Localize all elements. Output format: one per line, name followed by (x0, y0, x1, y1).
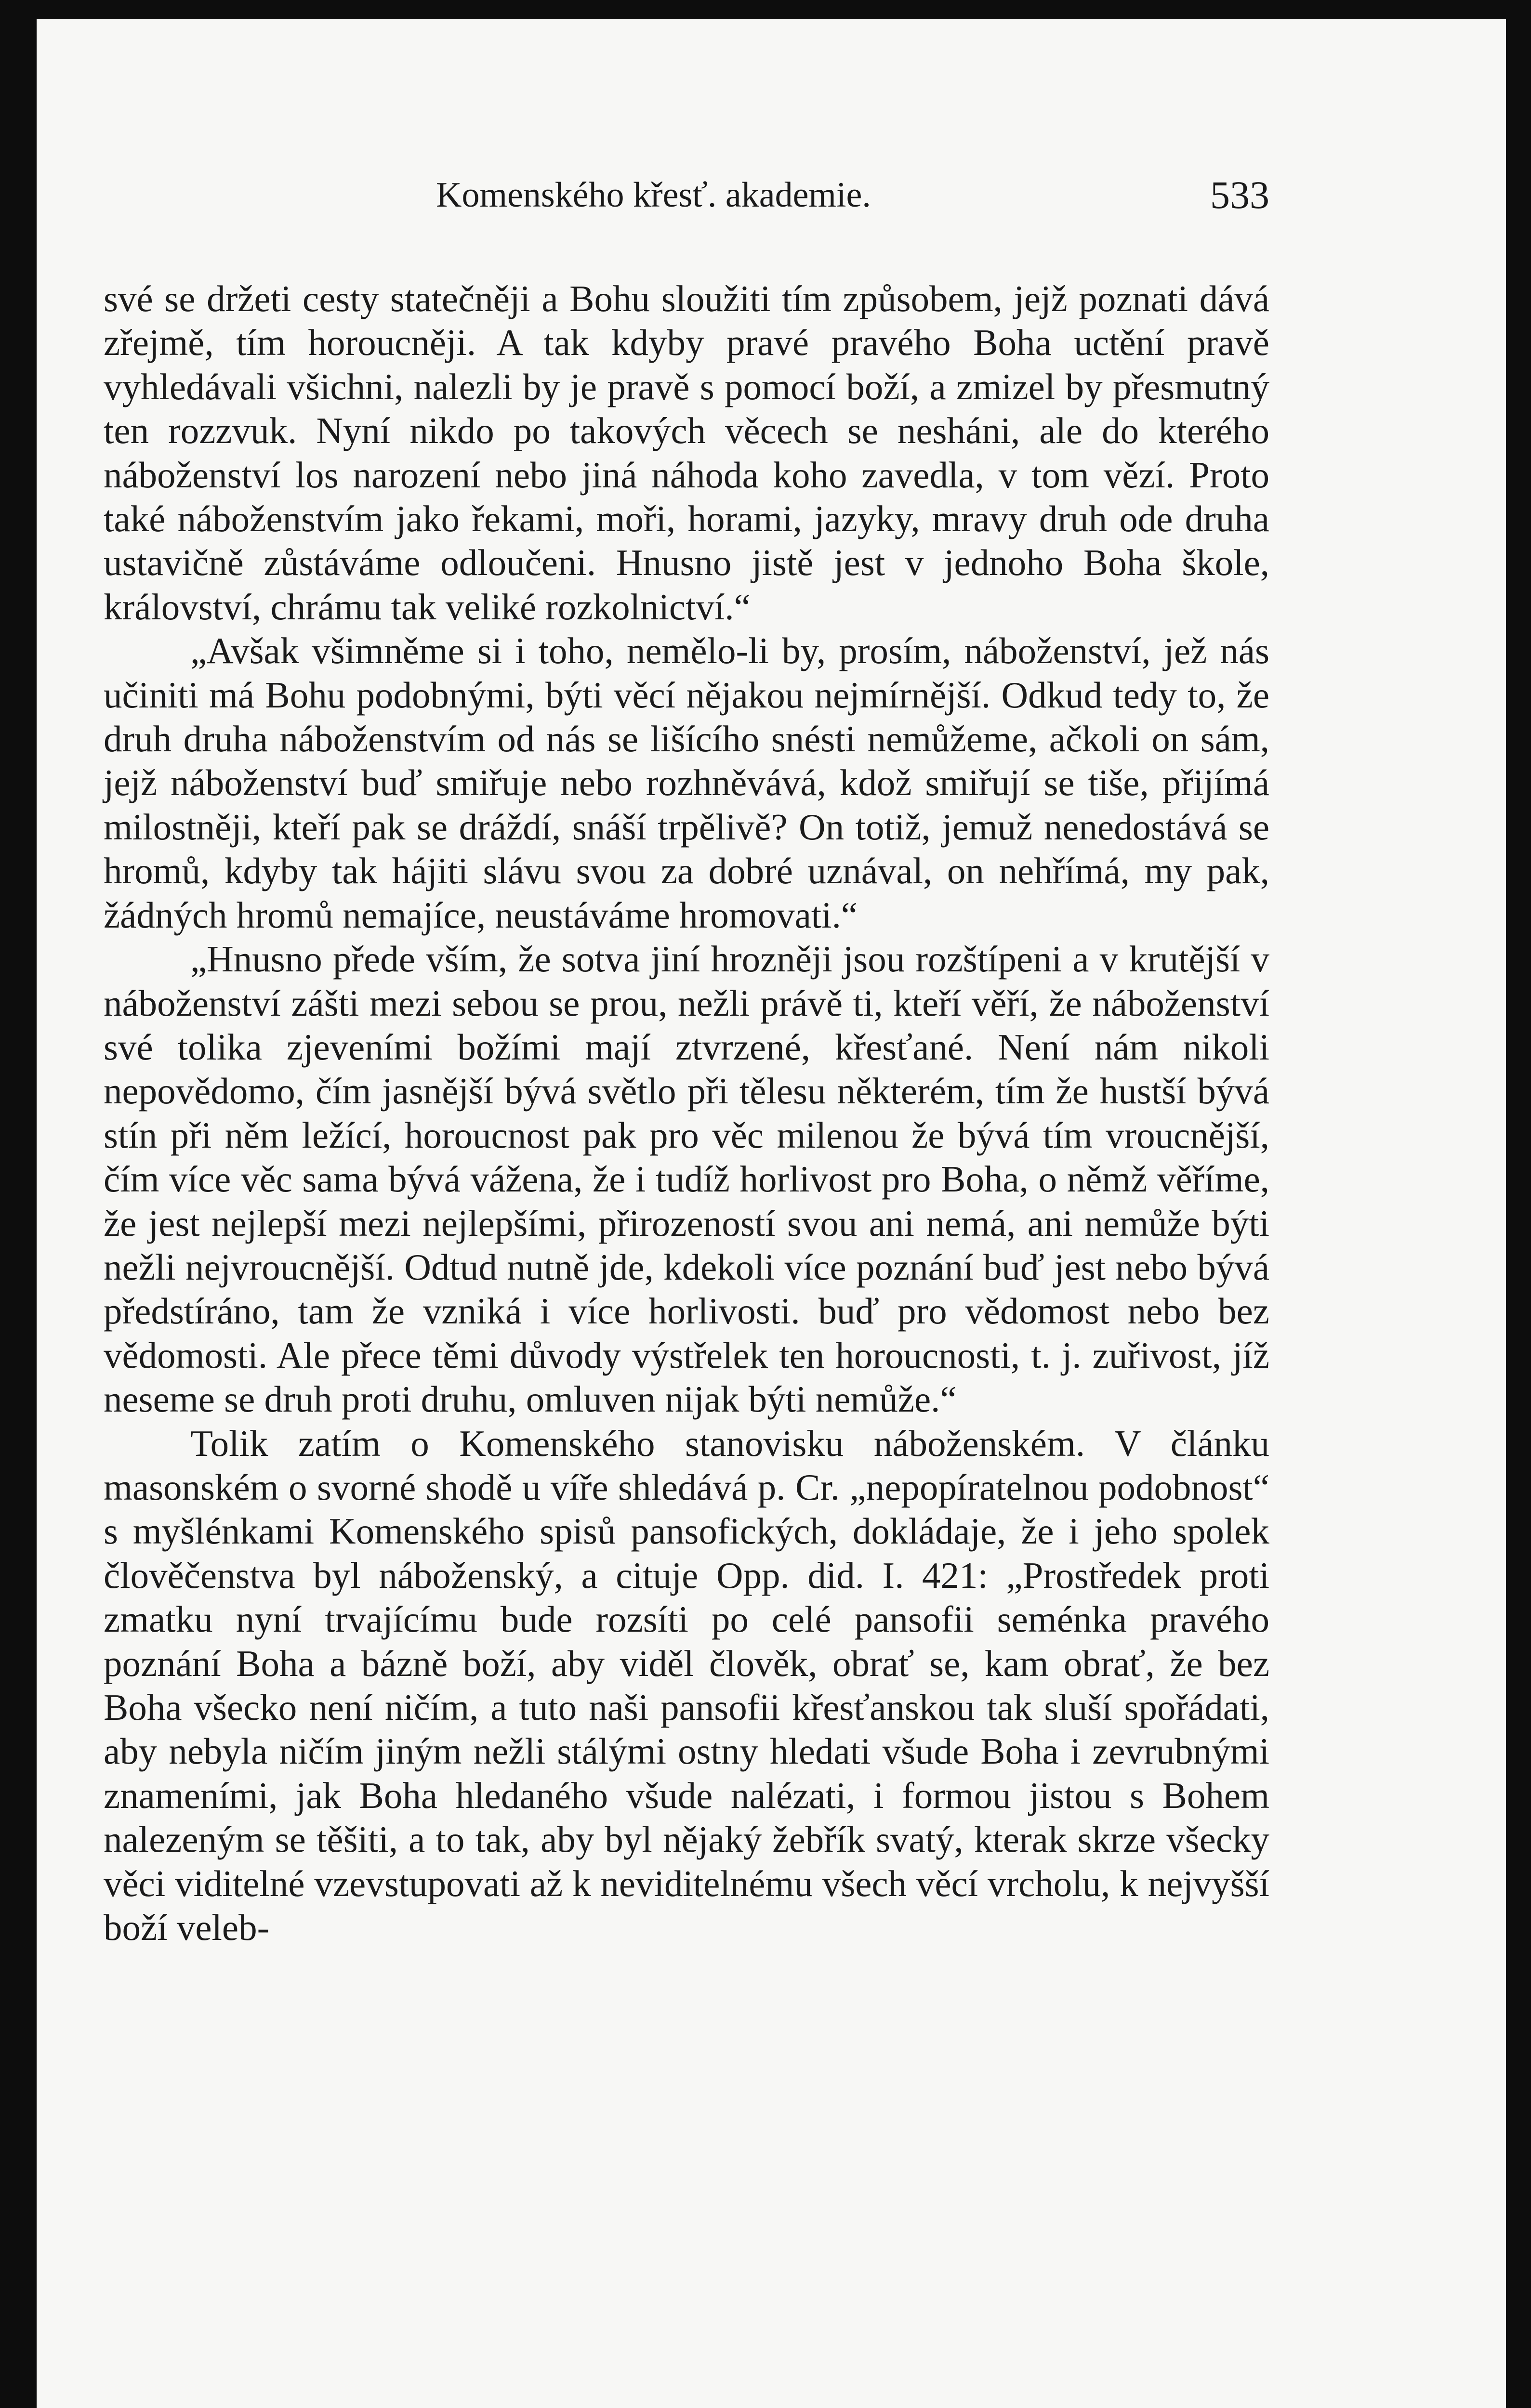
page-body (104, 277, 1269, 1950)
header-title: Komenského křesť. akademie. (436, 175, 871, 215)
paragraph-4: Tolik zatím o Komenského stanovisku náboženském. V článku masonském o svorné shodě u víře shledává p. Cr. „nepopíratelnou podobnost“ s myšlénkami Komenského spisů pansofických, dokládaje, že i jeho spolek člověčenstva byl náboženský, a cituje Opp. did. I. 421: „Prostředek proti zmatku nyní trvajícímu bude rozsíti po celé pansofii seménka pravého poznání Boha a bázně boží, aby viděl člověk, obrať se, kam obrať, že bez Boha všecko není ničím, a tuto naši pansofii křesťanskou tak sluší spořádati, aby nebyla ničím jiným nežli stálými ostny hledati všude Boha i zevrubnými znameními, jak Boha hledaného všude nalézati, i formou jistou s Bohem nalezeným se těšiti, a to tak, aby byl nějaký žebřík svatý, kterak skrze všecky věci viditelné vzevstupovati až k neviditelnému všech věcí vrcholu, k nejvyšší boží veleb- (104, 1422, 1269, 1949)
paragraph-3: „Hnusno přede vším, že sotva jiní hrozněji jsou rozštípeni a v krutější v náboženství zášti mezi sebou se prou, nežli právě ti, kteří věří, že náboženství své tolika zjeveními božími mají ztvrzené, křesťané. Není nám nikoli nepovědomo, čím jasnější bývá světlo při tělesu některém, tím že hustší bývá stín při něm ležící, horoucnost pak pro věc milenou že bývá tím vroucnější, čím více věc sama bývá vážena, že i tudíž horlivost pro Boha, o němž věříme, že jest nejlepší mezi nejlepšími, přirozeností svou ani nemá, ani nemůže býti nežli nejvroucnější. Odtud nutně jde, kdekoli více poznání buď jest nebo bývá předstíráno, tam že vzniká i více horlivosti. buď pro vědomost nebo bez vědomosti. Ale přece těmi důvody výstřelek ten horoucnosti, t. j. zuřivost, jíž neseme se druh proti druhu, omluven nijak býti nemůže.“ (104, 938, 1269, 1420)
running-header (104, 159, 1269, 231)
paragraph-2: „Avšak všimněme si i toho, nemělo-li by, prosím, náboženství, jež nás učiniti má Bohu podobnými, býti věcí nějakou nejmírnější. Odkud tedy to, že druh druha náboženstvím od nás se lišícího snésti nemůžeme, ačkoli on sám, jejž náboženství buď smiřuje nebo rozhněvává, kdož smiřují se tiše, přijímá milostněji, kteří pak se dráždí, snáší trpělivě? On totiž, jemuž nenedostává se hromů, kdyby tak hájiti slávu svou za dobré uznával, on nehřímá, my pak, žádných hromů nemajíce, neustáváme hromovati.“ (104, 630, 1269, 936)
page-number: 533 (1210, 173, 1269, 217)
paragraph-1: své se držeti cesty statečněji a Bohu sloužiti tím způsobem, jejž poznati dává zřejmě, tím horoucněji. A tak kdyby pravé pravého Boha uctění pravě vyhledávali všichni, nalezli by je pravě s pomocí boží, a zmizel by přesmutný ten rozzvuk. Nyní nikdo po takových věcech se nesháni, ale do kterého náboženství los narození nebo jiná náhoda koho zavedla, v tom vězí. Proto také náboženstvím jako řekami, moři, horami, jazyky, mravy druh ode druha ustavičně zůstáváme odloučeni. Hnusno jistě jest v jednoho Boha škole, království, chrámu tak veliké rozkolnictví.“ (104, 278, 1269, 628)
